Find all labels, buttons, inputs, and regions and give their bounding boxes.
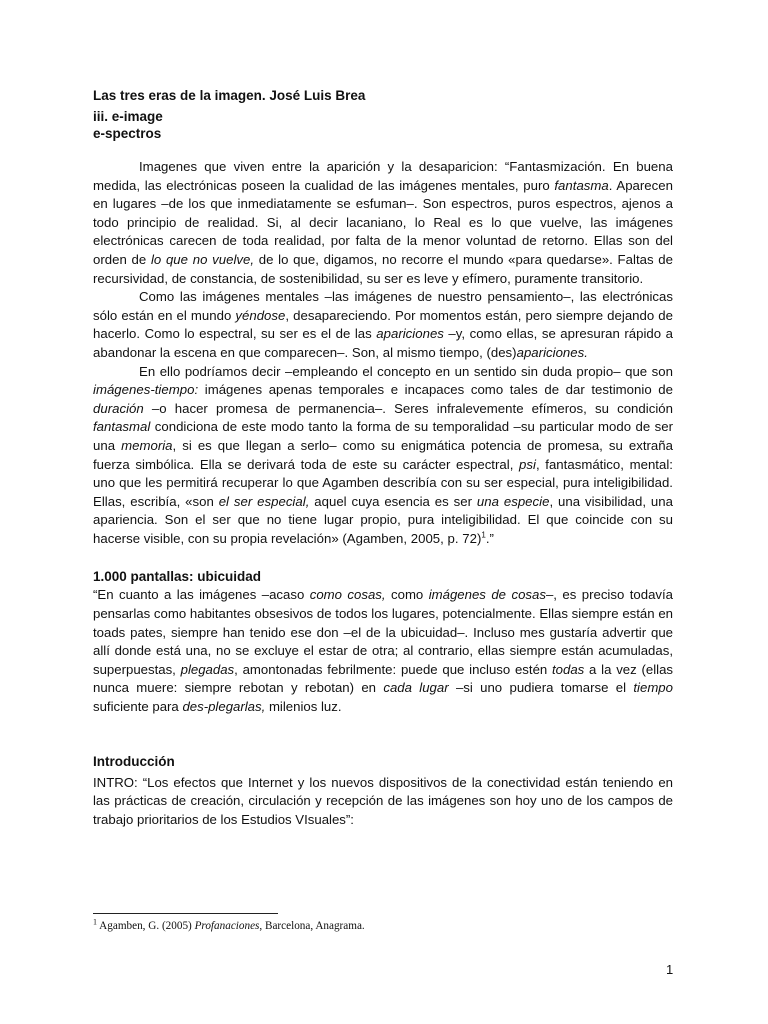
footnote-separator: [93, 913, 278, 914]
paragraph-2: Como las imágenes mentales –las imágenes de nuestro pensamiento–, las electrónicas sólo están en el mundo yéndose, desapareciendo. Por momentos están, pero siempre dejando de hacerlo. Como lo espectral, su ser es el de las apariciones –y, como ellas, se apresuran rápido a abandonar la escena en que comparecen–. Son, al mismo tiempo, (des)apariciones.: [93, 289, 673, 360]
section-heading-introduccion: Introducción: [93, 753, 175, 769]
document-subtitle-2: e-spectros: [93, 126, 162, 141]
paragraph-3: En ello podríamos decir –empleando el concepto en un sentido sin duda propio– que son imágenes-tiempo: imágenes apenas temporales e incapaces como tales de dar testimonio de duración –o hacer promesa de permanencia–. Seres infralevemente efímeros, su condición fantasmal condiciona de este modo tanto la forma de su temporalidad –su particular modo de ser una memoria, si es que llegan a serlo– como su enigmática potencia de promesa, su extraña fuerza simbólica. Ella se derivará toda de este su carácter espectral, psi, fantasmático, mental: uno que les permitirá recuperar lo que Agamben describía con su ser especial, pura inteligibilidad. Ellas, escribía, «son el ser especial, aquel cuya esencia es ser una especie, una visibilidad, una apariencia. Son el ser que no tiene lugar propio, pura inteligibilidad. El que coincide con su hacerse visible, con su propia revelación» (Agamben, 2005, p. 72)$^1$.”: [93, 363, 673, 546]
footnote: $^1$ Agamben, G. (2005) Profanaciones, Barcelona, Anagrama.: [93, 917, 365, 932]
footnote-reference[interactable]: 1: [481, 530, 486, 540]
paragraph-1: Imagenes que viven entre la aparición y la desaparicion: “Fantasmización. En buena medida, las electrónicas poseen la cualidad de las imágenes mentales, puro fantasma. Aparecen en lugares –de los que inmediatamente se esfuman–. Son espectros, puros espectros, ajenos a todo principio de realidad. Si, al decir lacaniano, lo Real es lo que vuelve, las imágenes electrónicas carecen de toda realidad, por falta de la menor voluntad de retorno. Ellas son del orden de lo que no vuelve, de lo que, digamos, no recorre el mundo «para quedarse». Faltas de recursividad, de constancia, de sostenibilidad, su ser es leve y efímero, puramente transitorio.: [93, 159, 674, 286]
document-title: Las tres eras de la imagen. José Luis Brea: [93, 88, 366, 103]
section-heading-ubicuidad: 1.000 pantallas: ubicuidad: [93, 569, 262, 585]
paragraph-introduccion: INTRO: “Los efectos que Internet y los nuevos dispositivos de la conectividad están teniendo en las prácticas de creación, circulación y recepción de las imágenes son hoy uno de los campos de trabajo prioritarios de los Estudios VIsuales”:: [93, 774, 673, 827]
document-body: [93, 86, 673, 829]
document-subtitle-1: iii. e-image: [93, 109, 163, 124]
page-number: 1: [666, 962, 674, 977]
paragraph-ubicuidad: “En cuanto a las imágenes –acaso como cosas, como imágenes de cosas–, es preciso todavía pensarlas como habitantes obsesivos de todos los lugares, potencialmente. Ellas siempre están en toads pates, siempre han tenido ese don –el de la ubicuidad–. Incluso mes gustaría advertir que allí donde está una, no se excluye el estar de otra; al contrario, ellas siempre están acumuladas, superpuestas, plegadas, amontonadas febrilmente: puede que incluso estén todas a la vez (ellas nunca muere: siempre rebotan y rebotan) en cada lugar –si uno pudiera tomarse el tiempo suficiente para des-plegarlas, milenios luz.: [93, 587, 673, 715]
